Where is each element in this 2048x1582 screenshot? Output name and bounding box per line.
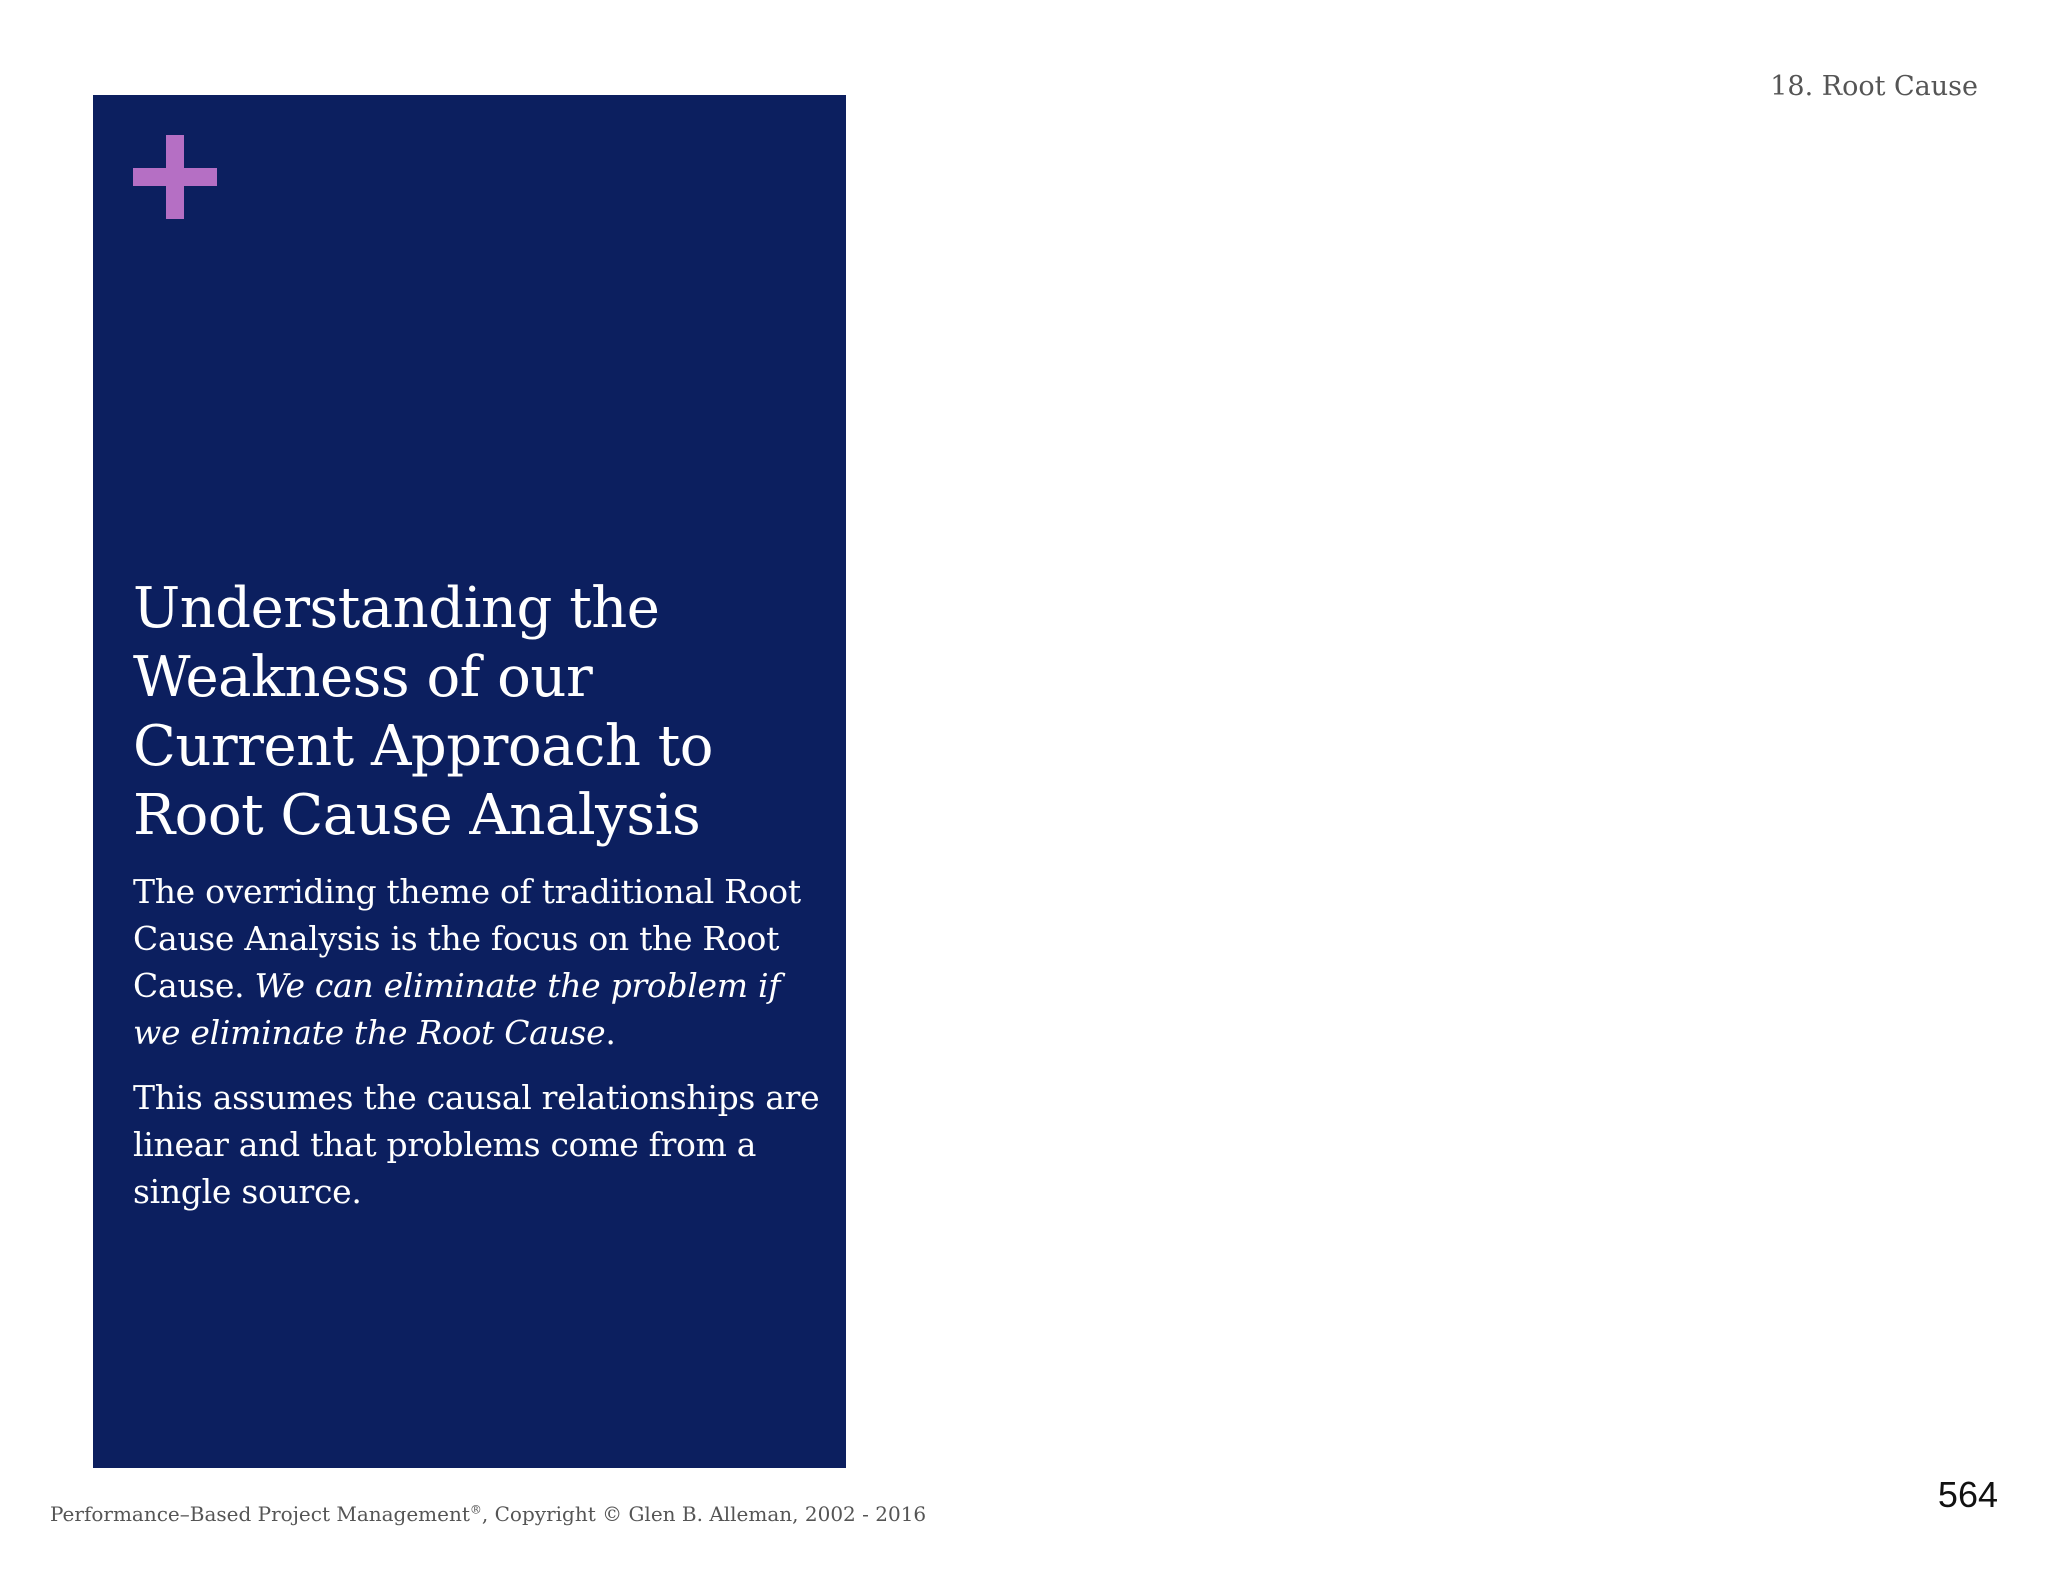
footer-text-before: Performance–Based Project Management xyxy=(50,1502,470,1526)
paragraph-1-tail: . xyxy=(605,1013,616,1052)
paragraph-1-italic: We can eliminate the problem if we eliminate the Root Cause xyxy=(133,966,781,1052)
footer-copyright xyxy=(50,1502,926,1526)
paragraph-1 xyxy=(133,868,833,1056)
paragraph-1-lead: The overriding theme of traditional Root Cause Analysis is the focus on the Root Cause. xyxy=(133,872,801,1005)
slide-body xyxy=(133,868,833,1233)
registered-mark: ® xyxy=(469,1502,482,1517)
section-label: 18. Root Cause xyxy=(1770,71,1978,102)
slide-title: Understanding the Weakness of our Current Approach to Root Cause Analysis xyxy=(133,576,713,848)
footer-text-after: , Copyright © Glen B. Alleman, 2002 - 2016 xyxy=(481,1502,927,1526)
paragraph-2: This assumes the causal relationships are linear and that problems come from a single source. xyxy=(133,1078,820,1211)
page-number: 564 xyxy=(1937,1474,1998,1515)
plus-icon xyxy=(133,135,217,219)
